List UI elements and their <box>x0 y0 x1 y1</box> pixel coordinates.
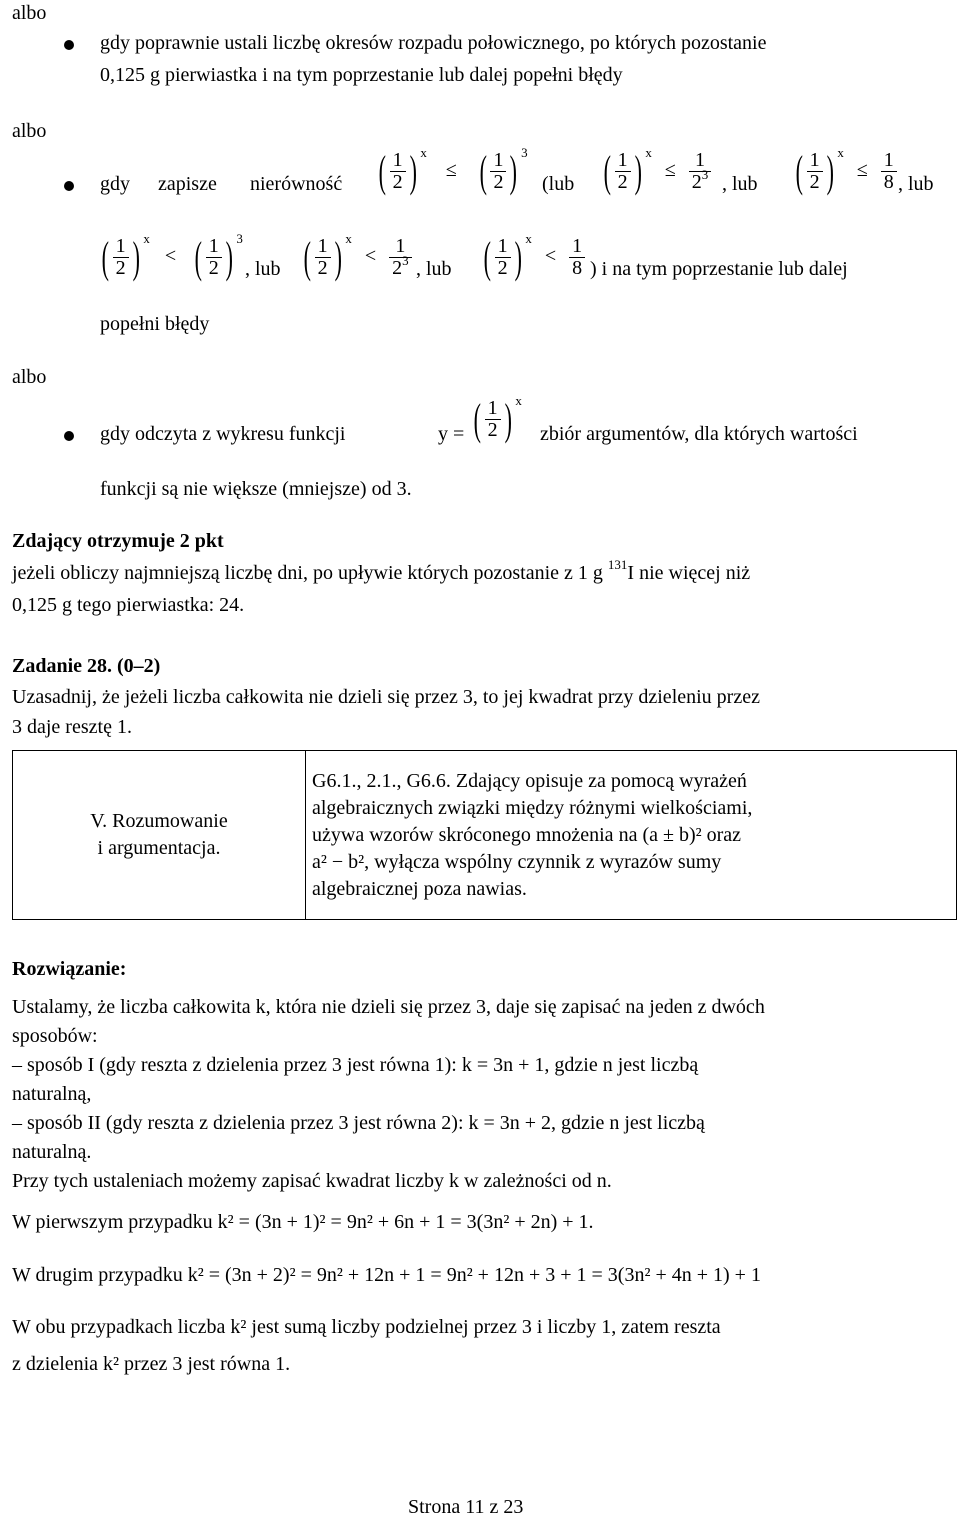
inequality-5: ( $\frac{1}{2}$ ) $^x$ < $\frac{1}{2^3}$ <box>300 236 412 279</box>
requirements-category: V. Rozumowanie i argumentacja. <box>13 751 306 920</box>
inequality-6: ( $\frac{1}{2}$ ) $^x$ < $\frac{1}{8}$ <box>480 236 585 279</box>
inequality-1: ( $\frac{1}{2}$ ) $^x$ ≤ ( $\frac{1}{2}$ ) $^3$ <box>378 145 528 196</box>
bullet-3-y: y = <box>438 423 465 445</box>
solution-formula: W drugim przypadku k² = (3n + 2)² = 9n² + 12n + 1 = 9n² + 12n + 3 + 1 = 3(3n² + 4n + 1) + 1 <box>12 1264 761 1286</box>
albo-label: albo <box>12 120 47 142</box>
requirements-description: G6.1., 2.1., G6.6. Zdający opisuje za pomocą wyrażeń algebraicznych związki między różnymi wielkościami, używa wzorów skróconego mnożenia na (a ± b)² oraz a² − b², wyłącza wspólny czynnik z wyrazów sumy algebraicznej poza nawias. <box>306 751 957 920</box>
lub-text: , lub <box>722 173 758 195</box>
task-line-1: Uzasadnij, że jeżeli liczba całkowita nie dzieli się przez 3, to jej kwadrat przy dzieleniu przez <box>12 686 760 708</box>
bullet-3-function: ( $\frac{1}{2}$ ) $^x$ <box>473 393 522 444</box>
solution-line: – sposób I (gdy reszta z dzielenia przez 3 jest równa 1): k = 3n + 1, gdzie n jest liczbą <box>12 1054 699 1076</box>
score-line-1: jeżeli obliczy najmniejszą liczbę dni, po upływie których pozostanie z 1 g $^{131}$I nie więcej niż <box>12 557 751 584</box>
albo-label: albo <box>12 2 47 24</box>
solution-line: Ustalamy, że liczba całkowita k, która nie dzieli się przez 3, daje się zapisać na jeden z dwóch <box>12 996 765 1018</box>
score-heading: Zdający otrzymuje 2 pkt <box>12 530 224 552</box>
bullet-2-gdy: gdy <box>100 173 130 195</box>
bullet-2-nierownosc: nierówność <box>250 173 343 195</box>
inequality-4: ( $\frac{1}{2}$ ) $^x$ < ( $\frac{1}{2}$ ) $^3$ <box>101 231 243 282</box>
lub-text: , lub <box>245 258 281 280</box>
inequality-3: ( $\frac{1}{2}$ ) $^x$ ≤ $\frac{1}{8}$ <box>792 150 897 193</box>
solution-line: W obu przypadkach liczba k² jest sumą liczby podzielnej przez 3 i liczby 1, zatem reszta <box>12 1316 721 1338</box>
bullet-3-text: gdy odczyta z wykresu funkcji <box>100 423 346 445</box>
lub-text: , lub <box>898 173 934 195</box>
bullet-1-line-1: gdy poprawnie ustali liczbę okresów rozpadu połowicznego, po których pozostanie <box>100 32 767 54</box>
albo-label: albo <box>12 366 47 388</box>
task-line-2: 3 daje resztę 1. <box>12 716 132 738</box>
solution-line: sposobów: <box>12 1025 98 1047</box>
lub-open: (lub <box>542 173 575 195</box>
solution-line: naturalną, <box>12 1083 92 1105</box>
task-title: Zadanie 28. (0‒2) <box>12 655 161 677</box>
solution-line: z dzielenia k² przez 3 jest równa 1. <box>12 1353 291 1375</box>
bullet-dot <box>64 181 74 191</box>
score-line-2: 0,125 g tego pierwiastka: 24. <box>12 594 245 616</box>
bullet-2-zapisze: zapisze <box>158 173 217 195</box>
bullet-dot <box>64 40 74 50</box>
solution-formula: W pierwszym przypadku k² = (3n + 1)² = 9n² + 6n + 1 = 3(3n² + 2n) + 1. <box>12 1211 594 1233</box>
bullet-3-line-2: funkcji są nie większe (mniejsze) od 3. <box>100 478 412 500</box>
solution-line: Przy tych ustaleniach możemy zapisać kwadrat liczby k w zależności od n. <box>12 1170 612 1192</box>
bullet-2-tail: ) i na tym poprzestanie lub dalej <box>590 258 848 280</box>
bullet-1-line-2: 0,125 g pierwiastka i na tym poprzestanie lub dalej popełni błędy <box>100 64 623 86</box>
solution-line: – sposób II (gdy reszta z dzielenia przez 3 jest równa 2): k = 3n + 2, gdzie n jest liczbą <box>12 1112 705 1134</box>
requirements-table <box>12 750 957 920</box>
solution-line: naturalną. <box>12 1141 92 1163</box>
bullet-3-right: zbiór argumentów, dla których wartości <box>540 423 858 445</box>
solution-heading: Rozwiązanie: <box>12 958 127 980</box>
bullet-dot <box>64 431 74 441</box>
lub-text: , lub <box>416 258 452 280</box>
page-footer: Strona 11 z 23 <box>408 1496 524 1518</box>
bullet-2-line-3: popełni błędy <box>100 313 210 335</box>
inequality-2: ( $\frac{1}{2}$ ) $^x$ ≤ $\frac{1}{2^3}$ <box>600 150 711 193</box>
